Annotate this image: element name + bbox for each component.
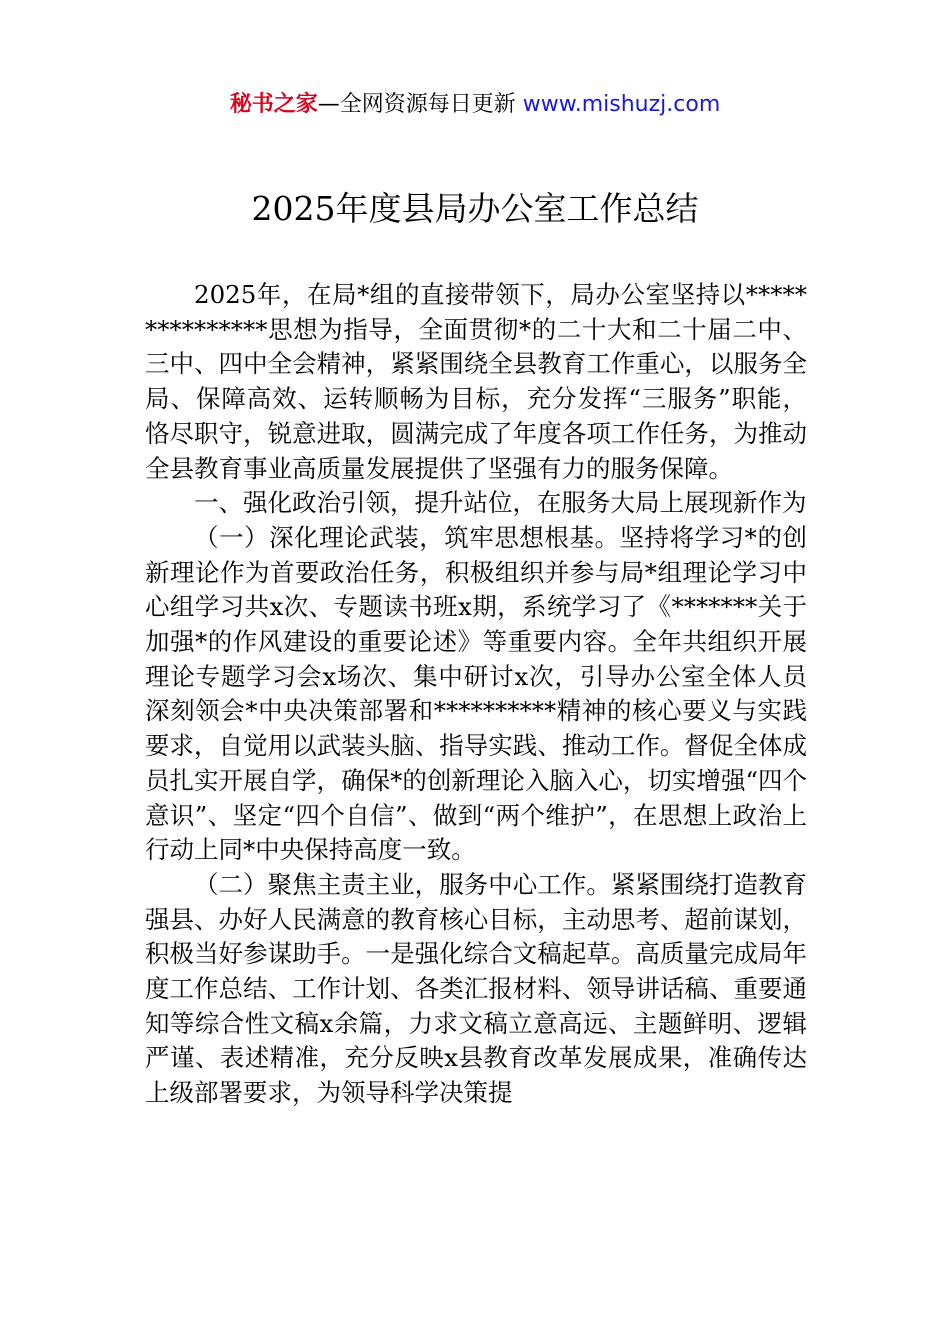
section-heading-1: 一、强化政治引领，提升站位，在服务大局上展现新作为: [194, 488, 807, 518]
intro-paragraph: 2025年，在局*组的直接带领下，局办公室坚持以***************思想为指导，全面贯彻*的二十大和二十届二中、三中、四中全会精神，紧紧围绕全县教育工作重心，以服务全局、保障高效、运转顺畅为目标，充分发挥“三服务”职能，恪尽职守，锐意进取，圆满完成了年度各项工作任务，为推动全县教育事业高质量发展提供了坚强有力的服务保障。: [145, 280, 807, 483]
banner-tagline: —全网资源每日更新: [317, 92, 523, 117]
site-url-link[interactable]: www.mishuzj.com: [522, 92, 721, 117]
subsection-paragraph-1: （一）深化理论武装，筑牢思想根基。坚持将学习*的创新理论作为首要政治任务，积极组织并参与局*组理论学习中心组学习共x次、专题读书班x期，系统学习了《*******关于加强*的作风建设的重要论述》等重要内容。全年共组织开展理论专题学习会x场次、集中研讨x次，引导办公室全体人员深刻领会*中央决策部署和**********精神的核心要义与实践要求，自觉用以武装头脑、指导实践、推动工作。督促全体成员扎实开展自学，确保*的创新理论入脑入心，切实增强“四个意识”、坚定“四个自信”、做到“两个维护”，在思想上政治上行动上同*中央保持高度一致。: [145, 522, 807, 865]
site-banner: [0, 88, 950, 122]
document-title: 2025年度县局办公室工作总结: [251, 189, 699, 228]
document-body: [145, 278, 807, 1111]
subsection-paragraph-2: （二）聚焦主责主业，服务中心工作。紧紧围绕打造教育强县、办好人民满意的教育核心目标，主动思考、超前谋划，积极当好参谋助手。一是强化综合文稿起草。高质量完成局年度工作总结、工作计划、各类汇报材料、领导讲话稿、重要通知等综合性文稿x余篇，力求文稿立意高远、主题鲜明、逻辑严谨、表述精准，充分反映x县教育改革发展成果，准确传达上级部署要求，为领导科学决策提: [145, 869, 807, 1108]
brand-name: 秘书之家: [229, 92, 318, 117]
